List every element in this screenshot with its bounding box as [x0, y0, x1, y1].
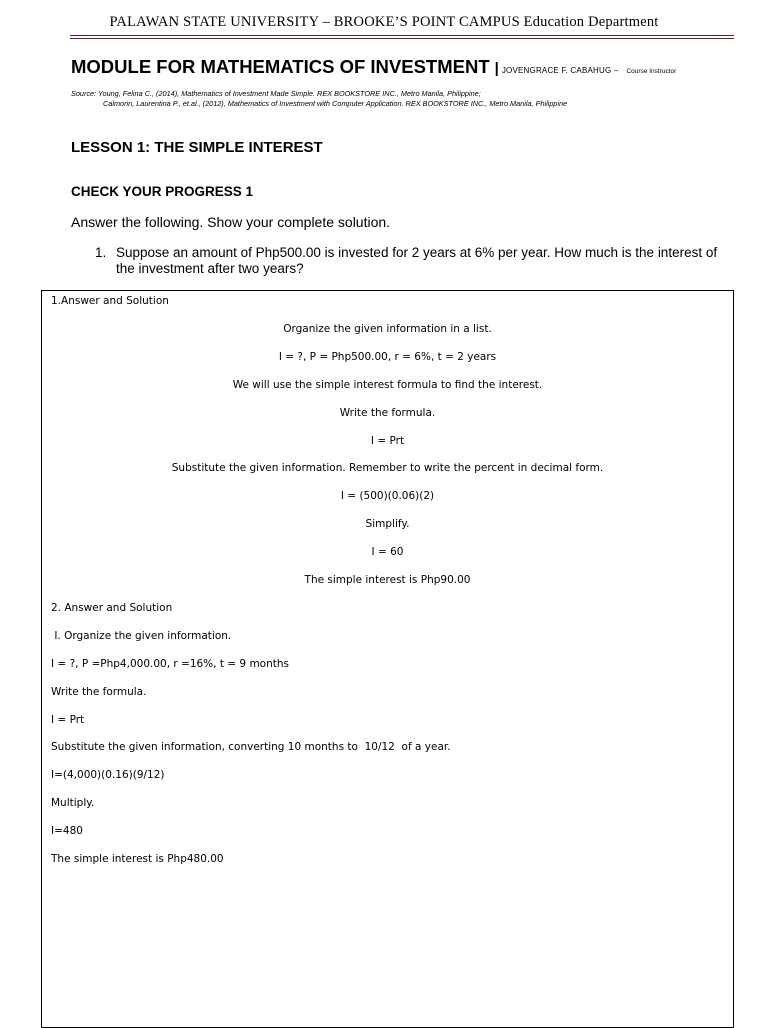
solution-line: 1.Answer and Solution	[51, 295, 169, 307]
solution-line: Organize the given information in a list.	[283, 323, 492, 335]
solution-line: I = ?, P = Php500.00, r = 6%, t = 2 years	[278, 351, 497, 363]
question-text: Suppose an amount of Php500.00 is invested for 2 years at 6% per year. How much is the interest of the investment after two years?	[116, 245, 718, 276]
solution-line: Write the formula.	[51, 686, 147, 698]
solution-line: I = ?, P =Php4,000.00, r =16%, t = 9 months	[51, 658, 289, 670]
header-rule-thick	[70, 35, 734, 36]
module-title-line	[71, 56, 676, 78]
title-separator: |	[494, 60, 499, 77]
solution-line: Substitute the given information, converting 10 months to 10/12 of a year.	[51, 741, 451, 753]
solution-line: Multiply.	[51, 797, 95, 809]
module-title: MODULE FOR MATHEMATICS OF INVESTMENT	[71, 56, 490, 77]
solution-line: I. Organize the given information.	[51, 630, 232, 642]
solution-line: We will use the simple interest formula to find the interest.	[232, 379, 543, 391]
solution-line: The simple interest is Php90.00	[304, 574, 471, 586]
solution-line: Substitute the given information. Remember to write the percent in decimal form.	[171, 462, 604, 474]
solution-line: I=(4,000)(0.16)(9/12)	[51, 769, 165, 781]
author-name: JOVENGRACE F. CABAHUG –	[501, 66, 619, 75]
instruction-text: Answer the following. Show your complete solution.	[71, 214, 391, 230]
solution-line: 2. Answer and Solution	[51, 602, 173, 614]
header-rule-thin	[70, 38, 734, 39]
solution-box	[41, 290, 734, 1028]
solution-line: Simplify.	[365, 518, 410, 530]
solution-line: I = Prt	[370, 435, 405, 447]
author-role: Course Instructor	[626, 68, 677, 75]
solution-line: Write the formula.	[339, 407, 436, 419]
lesson-title: LESSON 1: THE SIMPLE INTEREST	[71, 139, 323, 156]
source-line-1: Source: Young, Felina C., (2014), Mathematics of Investment Made Simple. REX BOOKSTORE INC., Metro Manila, Philippine;	[71, 89, 481, 98]
source-line-2: Calmorin, Laurentina P., et.al., (2012), Mathematics of Investment with Computer Application. REX BOOKSTORE INC., Metro Manila, Philippine	[103, 99, 568, 108]
question-number: 1.	[95, 245, 107, 260]
solution-line: I = Prt	[51, 714, 85, 726]
solution-line: The simple interest is Php480.00	[51, 853, 224, 865]
source-citation	[71, 89, 567, 109]
section-heading: CHECK YOUR PROGRESS 1	[71, 184, 254, 199]
solution-line: I=480	[51, 825, 83, 837]
solution-line: I = 60	[371, 546, 404, 558]
institution-header: PALAWAN STATE UNIVERSITY – BROOKE’S POINT CAMPUS Education Department	[109, 14, 659, 30]
solution-line: I = (500)(0.06)(2)	[340, 490, 435, 502]
